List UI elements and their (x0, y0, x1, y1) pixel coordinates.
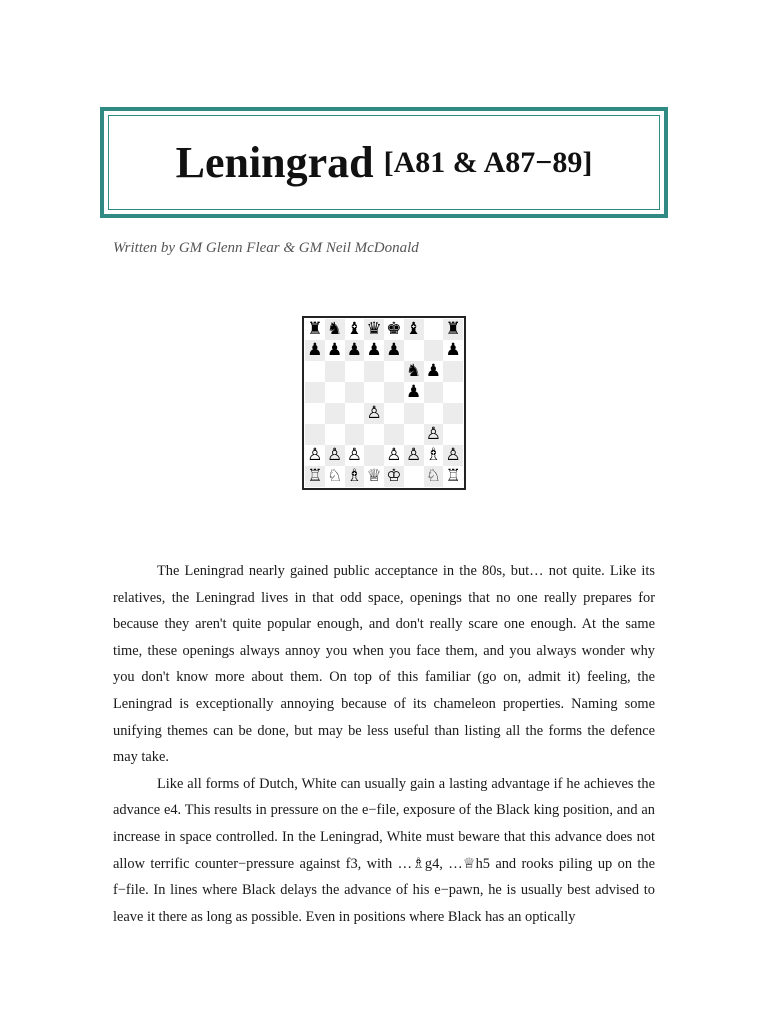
title-box-inner (108, 115, 660, 210)
board-square-e5 (384, 382, 404, 403)
board-square-h8: ♜ (443, 319, 463, 340)
board-square-g3: ♙ (424, 424, 444, 445)
board-square-e6 (384, 361, 404, 382)
chess-board-grid (305, 319, 463, 487)
board-square-d4: ♙ (364, 403, 384, 424)
board-square-b4 (325, 403, 345, 424)
board-square-b8: ♞ (325, 319, 345, 340)
board-square-a1: ♖ (305, 466, 325, 487)
board-square-a7: ♟ (305, 340, 325, 361)
eco-codes: [A81 & A87−89] (383, 145, 593, 179)
board-square-g8 (424, 319, 444, 340)
board-square-b6 (325, 361, 345, 382)
board-square-g1: ♘ (424, 466, 444, 487)
board-square-a8: ♜ (305, 319, 325, 340)
board-square-c2: ♙ (345, 445, 365, 466)
board-square-c7: ♟ (345, 340, 365, 361)
board-square-d7: ♟ (364, 340, 384, 361)
board-square-h4 (443, 403, 463, 424)
board-square-h1: ♖ (443, 466, 463, 487)
board-square-f5: ♟ (404, 382, 424, 403)
board-square-c6 (345, 361, 365, 382)
board-square-g6: ♟ (424, 361, 444, 382)
board-square-e8: ♚ (384, 319, 404, 340)
board-square-g2: ♗ (424, 445, 444, 466)
board-square-c1: ♗ (345, 466, 365, 487)
board-square-h5 (443, 382, 463, 403)
board-square-e2: ♙ (384, 445, 404, 466)
board-square-b2: ♙ (325, 445, 345, 466)
board-square-b1: ♘ (325, 466, 345, 487)
paragraph-2: Like all forms of Dutch, White can usually gain a lasting advantage if he achieves the advance e4. This results in pressure on the e−file, exposure of the Black king position, and an increase in space controlled. In the Leningrad, White must beware that this advance does not allow terrific counter−pressure against f3, with …♗g4, …♕h5 and rooks piling up on the f−file. In lines where Black delays the advance of his e−pawn, he is usually best advised to leave it there as long as possible. Even in positions where Black has an optically (113, 775, 655, 925)
board-square-h3 (443, 424, 463, 445)
board-square-d2 (364, 445, 384, 466)
board-square-f7 (404, 340, 424, 361)
board-square-a5 (305, 382, 325, 403)
board-square-c8: ♝ (345, 319, 365, 340)
board-square-c4 (345, 403, 365, 424)
board-square-h6 (443, 361, 463, 382)
chapter-title: Leningrad (175, 138, 374, 187)
board-square-d1: ♕ (364, 466, 384, 487)
board-square-e4 (384, 403, 404, 424)
board-square-e1: ♔ (384, 466, 404, 487)
board-square-a6 (305, 361, 325, 382)
board-square-b5 (325, 382, 345, 403)
board-square-f2: ♙ (404, 445, 424, 466)
board-square-b7: ♟ (325, 340, 345, 361)
board-square-f3 (404, 424, 424, 445)
board-square-c3 (345, 424, 365, 445)
author-byline: Written by GM Glenn Flear & GM Neil McDonald (113, 240, 419, 256)
board-square-f4 (404, 403, 424, 424)
board-square-g4 (424, 403, 444, 424)
title-box (100, 107, 668, 218)
chess-diagram (302, 316, 466, 490)
board-square-f6: ♞ (404, 361, 424, 382)
board-square-h7: ♟ (443, 340, 463, 361)
board-square-a3 (305, 424, 325, 445)
article-body (113, 558, 655, 930)
board-square-f1 (404, 466, 424, 487)
board-square-g7 (424, 340, 444, 361)
board-square-e3 (384, 424, 404, 445)
paragraph-1: The Leningrad nearly gained public acceptance in the 80s, but… not quite. Like its relatives, the Leningrad lives in that odd space, openings that no one really prepares for because they aren't quite popular enough, and don't really scare one enough. At the same time, these openings always annoy you when you face them, and you always wonder why you don't know more about them. On top of this familiar (go on, admit it) feeling, the Leningrad is exceptionally annoying because of its chameleon properties. Naming some unifying themes can be done, but may be less useful than listing all the forms the defence may take. (113, 563, 655, 766)
board-square-d6 (364, 361, 384, 382)
board-square-d3 (364, 424, 384, 445)
board-square-c5 (345, 382, 365, 403)
board-square-b3 (325, 424, 345, 445)
board-square-e7: ♟ (384, 340, 404, 361)
board-square-h2: ♙ (443, 445, 463, 466)
board-square-d5 (364, 382, 384, 403)
board-square-f8: ♝ (404, 319, 424, 340)
board-square-g5 (424, 382, 444, 403)
board-square-a4 (305, 403, 325, 424)
board-square-a2: ♙ (305, 445, 325, 466)
board-square-d8: ♛ (364, 319, 384, 340)
